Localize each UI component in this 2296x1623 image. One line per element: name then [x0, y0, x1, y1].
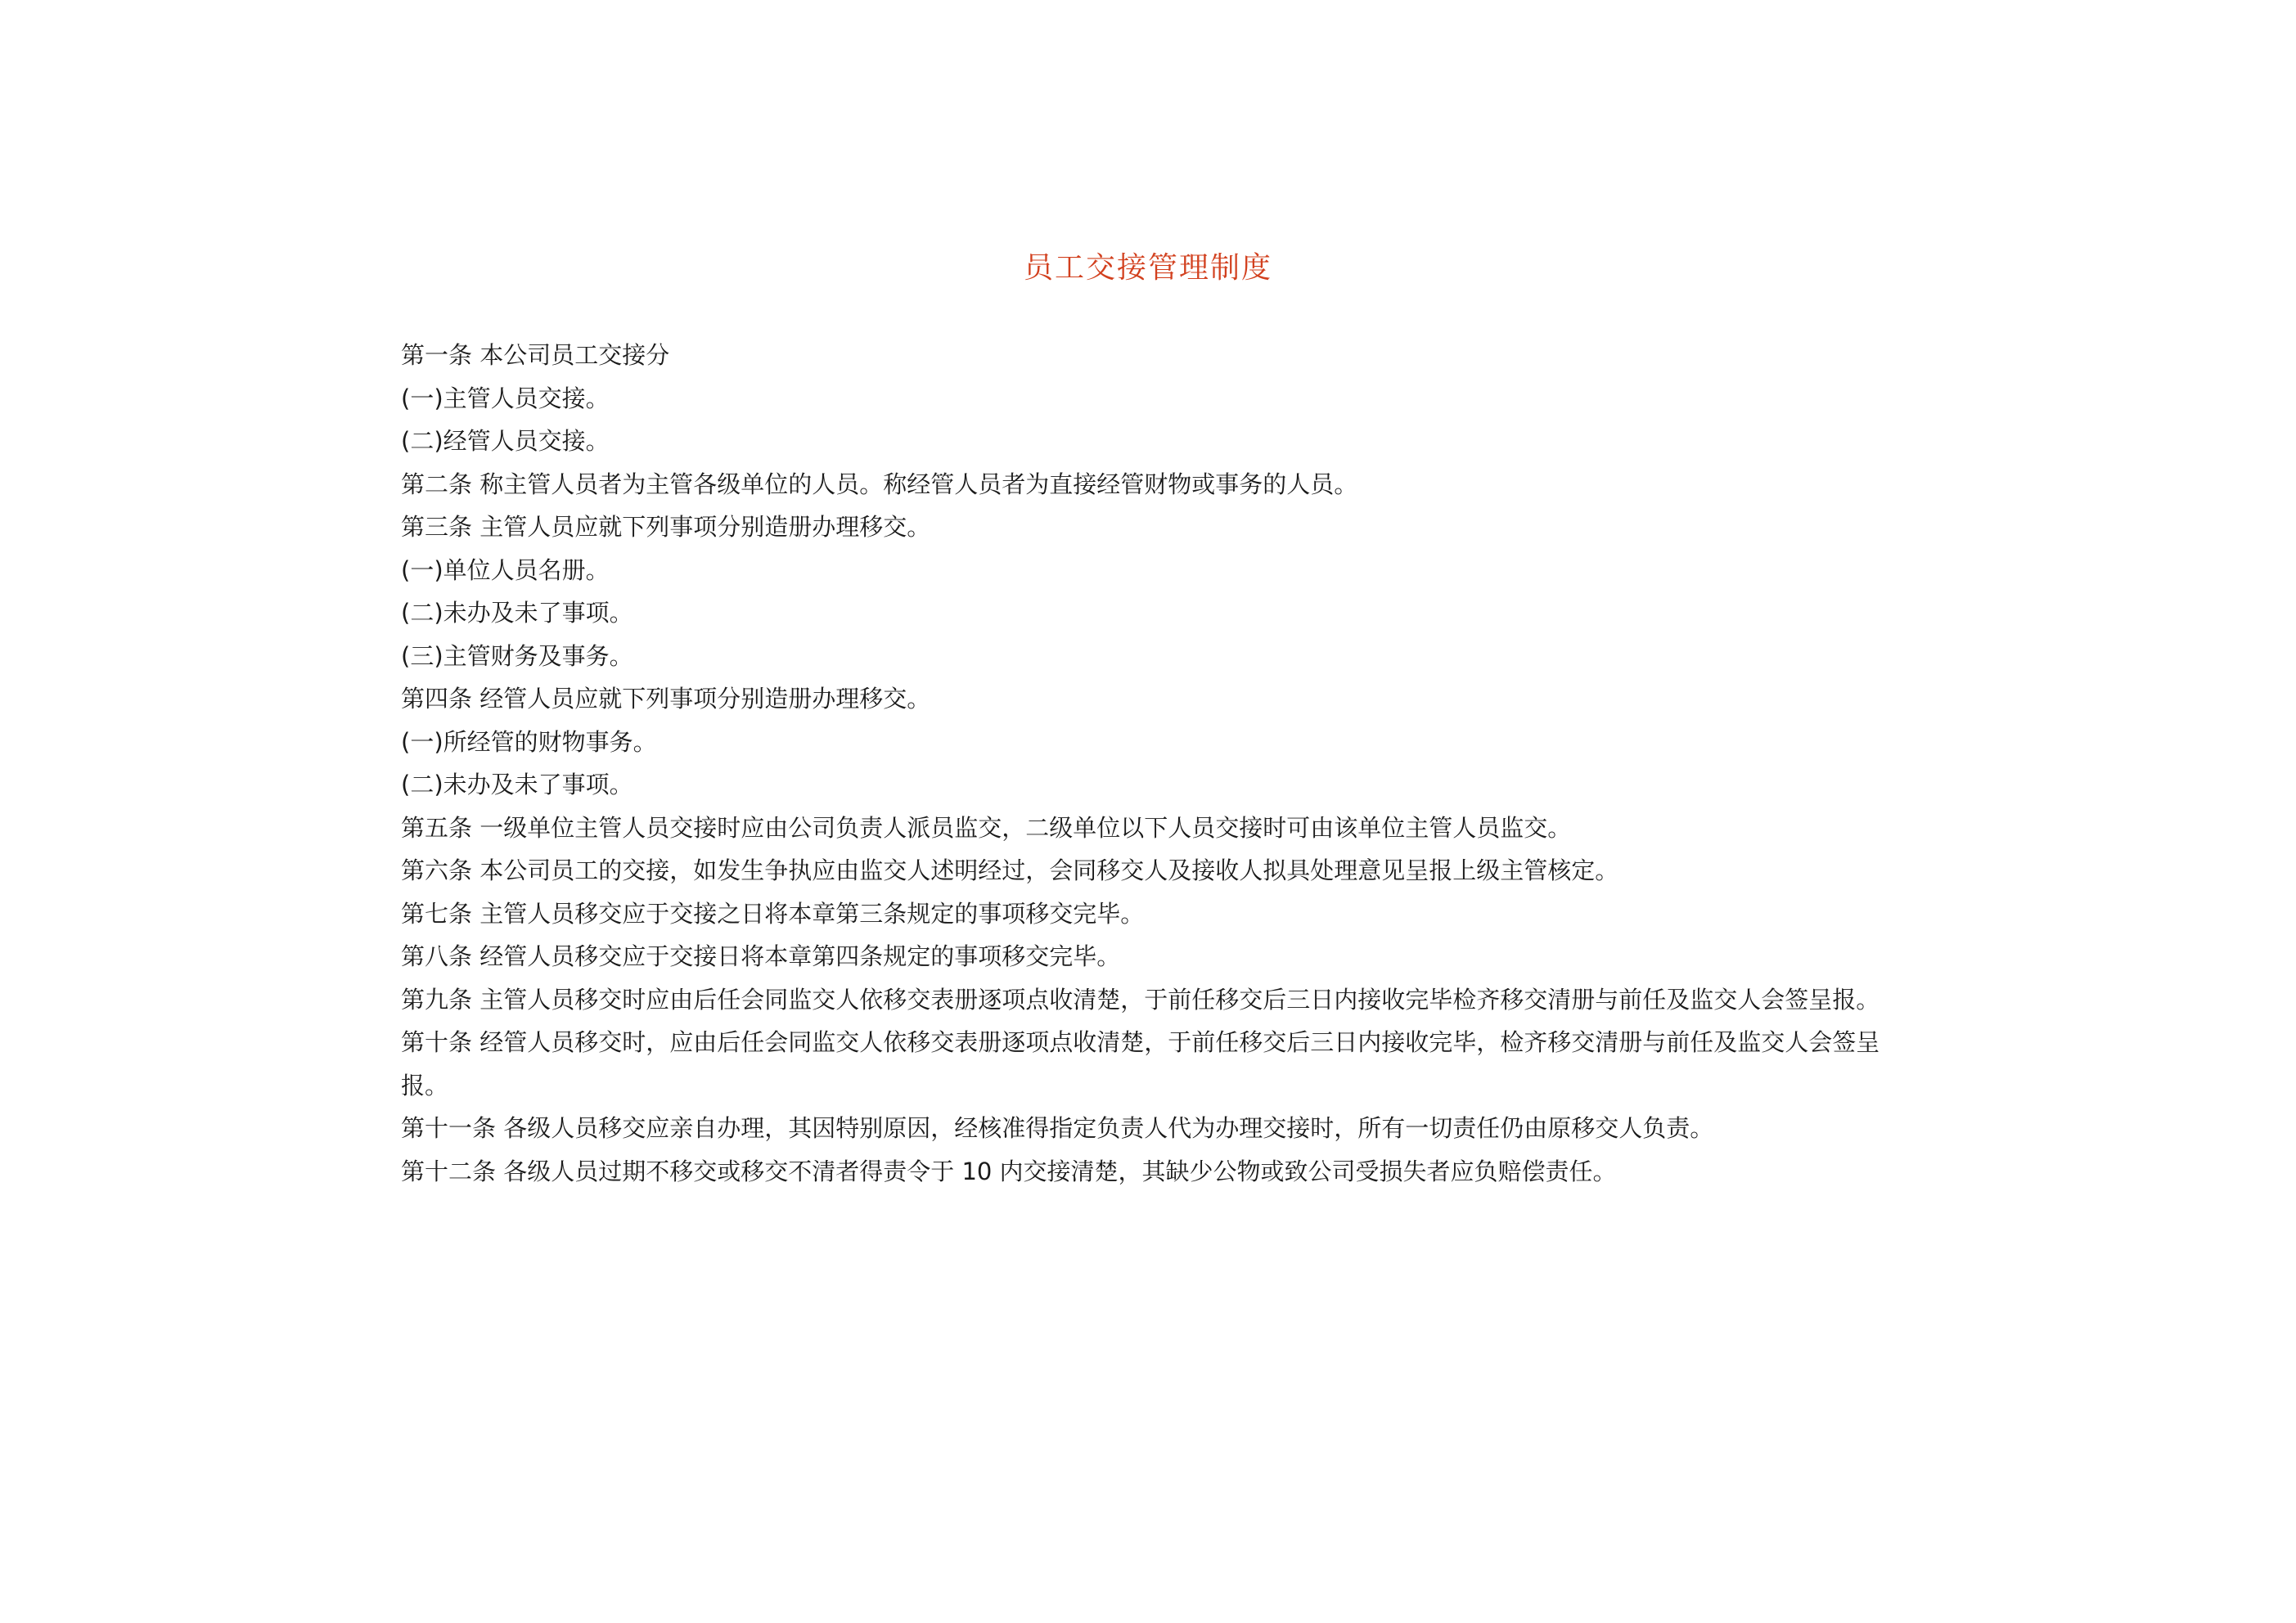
article-3-item-2: (二)未办及未了事项。 [401, 599, 633, 627]
article-6: 第六条 本公司员工的交接，如发生争执应由监交人述明经过，会同移交人及接收人拟具处理意见呈报上级主管核定。 [401, 856, 1619, 884]
article-8: 第八条 经管人员移交应于交接日将本章第四条规定的事项移交完毕。 [401, 942, 1121, 970]
article-1-item-1: (一)主管人员交接。 [401, 384, 610, 412]
article-3-item-1: (一)单位人员名册。 [401, 555, 610, 584]
article-9: 第九条 主管人员移交时应由后任会同监交人依移交表册逐项点收清楚，于前任移交后三日内接收完毕检齐移交清册与前任及监交人会签呈报。 [401, 985, 1880, 1014]
article-3: 第三条 主管人员应就下列事项分别造册办理移交。 [401, 513, 931, 541]
document-body [401, 334, 1915, 1193]
article-11: 第十一条 各级人员移交应亲自办理，其因特别原因，经核准得指定负责人代为办理交接时，所有一切责任仍由原移交人负责。 [401, 1114, 1714, 1142]
article-2: 第二条 称主管人员者为主管各级单位的人员。称经管人员者为直接经管财物或事务的人员。 [401, 470, 1358, 498]
article-3-item-3: (三)主管财务及事务。 [401, 641, 633, 670]
article-1-item-2: (二)经管人员交接。 [401, 427, 610, 455]
article-10: 第十条 经管人员移交时，应由后任会同监交人依移交表册逐项点收清楚，于前任移交后三日内接收完毕，检齐移交清册与前任及监交人会签呈报。 [401, 1028, 1880, 1099]
article-4-item-1: (一)所经管的财物事务。 [401, 727, 657, 756]
article-1: 第一条 本公司员工交接分 [401, 341, 670, 369]
document-title: 员工交接管理制度 [1023, 251, 1272, 285]
article-7: 第七条 主管人员移交应于交接之日将本章第三条规定的事项移交完毕。 [401, 899, 1145, 928]
article-4-item-2: (二)未办及未了事项。 [401, 771, 633, 798]
article-5: 第五条 一级单位主管人员交接时应由公司负责人派员监交，二级单位以下人员交接时可由该单位主管人员监交。 [401, 813, 1572, 842]
article-4: 第四条 经管人员应就下列事项分别造册办理移交。 [401, 685, 931, 713]
article-12: 第十二条 各级人员过期不移交或移交不清者得责令于 10 内交接清楚，其缺少公物或致公司受损失者应负赔偿责任。 [401, 1157, 1617, 1185]
